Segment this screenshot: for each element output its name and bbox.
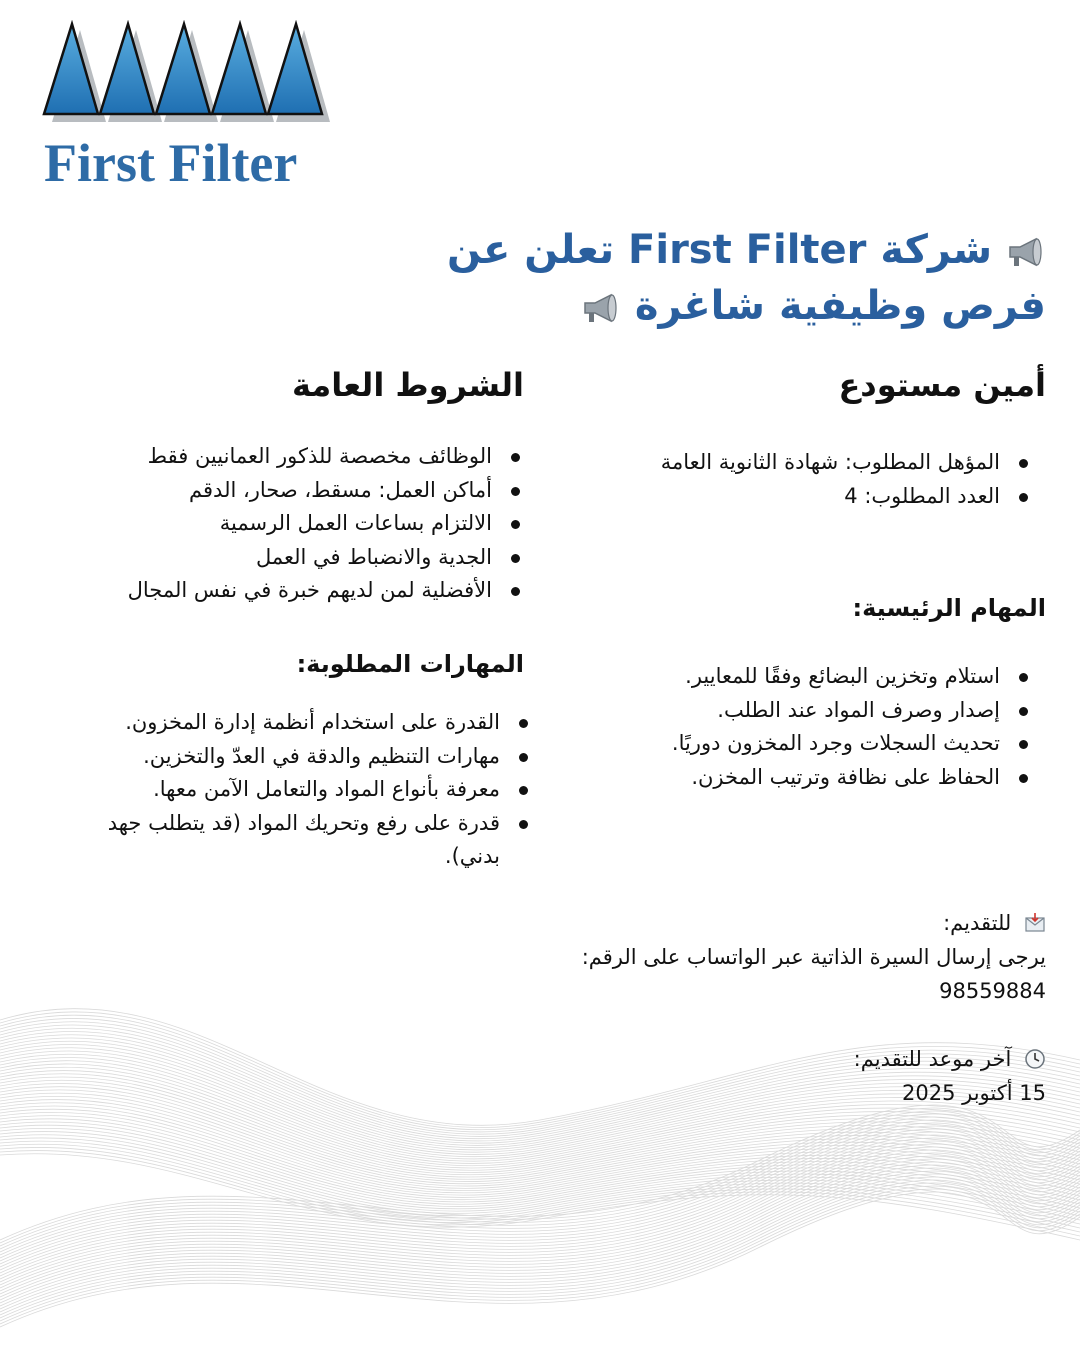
headline-text-2: فرص وظيفية شاغرة [634,283,1046,329]
list-item: الجدية والانضباط في العمل [26,541,526,575]
deadline-label-row [556,1042,1046,1076]
list-item: مهارات التنظيم والدقة في العدّ والتخزين. [64,740,534,774]
headline [406,222,1046,334]
list-item: الالتزام بساعات العمل الرسمية [26,507,526,541]
list-item: استلام وتخزين البضائع وفقًا للمعايير. [564,660,1034,694]
conditions-list [26,440,526,608]
wave-line [0,1186,1080,1321]
wave-line [0,1153,1080,1288]
wave-line [0,1171,1080,1306]
wave-line [0,1162,1080,1297]
deadline-label: آخر موعد للتقديم: [853,1047,1012,1071]
clock-icon [1024,1048,1046,1070]
list-item: إصدار وصرف المواد عند الطلب. [564,694,1034,728]
tasks-list [564,660,1034,794]
wave-line [0,1106,1080,1193]
megaphone-icon [1006,235,1046,269]
apply-section [556,906,1046,1110]
skills-title: المهارات المطلوبة: [296,650,524,678]
wave-line [0,1156,1080,1291]
company-logo [40,20,340,200]
list-item: أماكن العمل: مسقط، صحار، الدقم [26,474,526,508]
wave-line [0,1174,1080,1309]
megaphone-icon [581,291,621,325]
list-item: معرفة بأنواع المواد والتعامل الآمن معها. [64,773,534,807]
list-item: تحديث السجلات وجرد المخزون دوريًا. [564,727,1034,761]
list-item: العدد المطلوب: 4 [564,480,1034,514]
list-item: الأفضلية لمن لديهم خبرة في نفس المجال [26,574,526,608]
envelope-icon [1024,912,1046,934]
headline-line-2 [406,278,1046,334]
triangle-logo-icon [40,20,340,130]
deadline-date: 15 أكتوبر 2025 [902,1081,1046,1105]
conditions-title: الشروط العامة [292,366,524,404]
wave-line [0,1108,1080,1243]
list-item: المؤهل المطلوب: شهادة الثانوية العامة [564,446,1034,480]
job-details-list [564,446,1034,513]
list-item: قدرة على رفع وتحريك المواد (قد يتطلب جهد بدني). [80,807,534,874]
list-item: القدرة على استخدام أنظمة إدارة المخزون. [64,706,534,740]
apply-label: للتقديم: [943,911,1012,935]
tasks-title: المهام الرئيسية: [852,594,1046,622]
list-item: الحفاظ على نظافة وترتيب المخزن. [564,761,1034,795]
headline-line-1 [406,222,1046,278]
apply-text: يرجى إرسال السيرة الذاتية عبر الواتساب على الرقم: 98559884 [581,945,1046,1003]
skills-list [64,706,534,874]
logo-text: First Filter [44,133,298,193]
wave-line [0,1189,1080,1324]
job-title: أمين مستودع [838,366,1046,404]
wave-line [0,1141,1080,1276]
list-item: الوظائف مخصصة للذكور العمانيين فقط [26,440,526,474]
headline-text-1: شركة First Filter تعلن عن [446,227,993,273]
apply-label-row [556,906,1046,940]
